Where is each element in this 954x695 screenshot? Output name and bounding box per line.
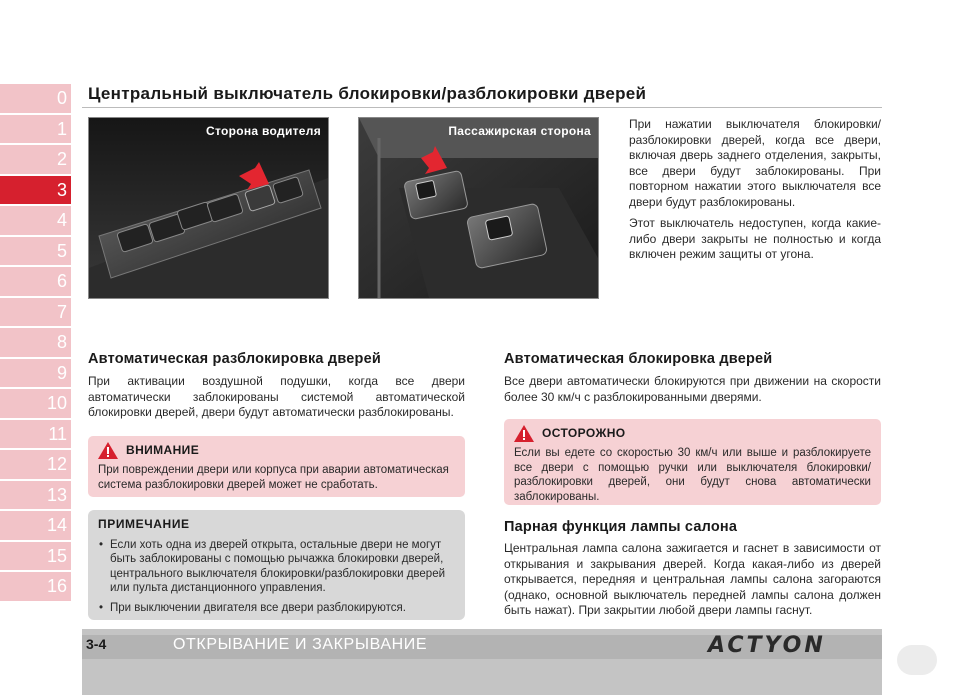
passenger-side-caption: Пассажирская сторона [448, 124, 591, 138]
intro-text [629, 117, 881, 269]
chapter-tab-10[interactable]: 10 [0, 389, 71, 418]
lamp-text: Центральная лампа салона зажигается и гаснет в зависимости от открывания и закрывания дверей. Когда какая-либо из дверей открывается, передняя и центральная лампы салона загораются (однако, основной выключатель передней лампы салона должен быть нажат). При закрытии любой двери лампы гаснут. [504, 541, 881, 617]
chapter-tab-8[interactable]: 8 [0, 328, 71, 357]
chapter-tab-14[interactable]: 14 [0, 511, 71, 540]
warning-text: При повреждении двери или корпуса при аварии автоматическая система разблокировки дверей может не сработать. [98, 464, 449, 491]
note-list [98, 538, 453, 616]
note-label: ПРИМЕЧАНИЕ [98, 517, 190, 531]
chapter-tab-6[interactable]: 6 [0, 267, 71, 296]
lamp-heading: Парная функция лампы салона [504, 519, 738, 535]
title-divider [82, 107, 882, 108]
driver-side-caption: Сторона водителя [206, 124, 321, 138]
passenger-side-photo [358, 117, 599, 299]
driver-side-photo [88, 117, 329, 299]
warning-box [88, 436, 465, 497]
chapter-tab-7[interactable]: 7 [0, 298, 71, 327]
passenger-switch-panel-illustration [359, 118, 598, 298]
warning-triangle-icon [98, 442, 118, 459]
chapter-tab-2[interactable]: 2 [0, 145, 71, 174]
intro-paragraph-2: Этот выключатель недоступен, когда какие-либо двери закрыты не полностью и когда включен режим защиты от угона. [629, 216, 881, 261]
note-item: • Если хоть одна из дверей открыта, остальные двери не могут быть заблокированы с помощью рычажка блокировки дверей, центрального выключателя блокировки/разблокировки дверей или пульта дистанционного управления. [98, 538, 453, 596]
auto-lock-heading: Автоматическая блокировка дверей [504, 351, 773, 367]
chapter-tab-12[interactable]: 12 [0, 450, 71, 479]
caution-box [504, 419, 881, 505]
corner-decoration [897, 645, 937, 675]
chapter-tab-9[interactable]: 9 [0, 359, 71, 388]
chapter-tab-13[interactable]: 13 [0, 481, 71, 510]
chapter-tab-3-active[interactable]: 3 [0, 176, 71, 205]
chapter-tab-15[interactable]: 15 [0, 542, 71, 571]
brand-logo: ACTYON [708, 633, 826, 658]
driver-switch-panel-illustration [89, 118, 328, 298]
footer-section-title: ОТКРЫВАНИЕ И ЗАКРЫВАНИЕ [173, 636, 428, 653]
auto-lock-text: Все двери автоматически блокируются при движении на скорости более 30 км/ч с разблокированными дверями. [504, 374, 881, 404]
chapter-tab-0[interactable]: 0 [0, 84, 71, 113]
intro-paragraph-1: При нажатии выключателя блокировки/разблокировки дверей, когда все двери, включая дверь заднего отделения, закрыты, все двери будут заблокированы. При повторном нажатии этого выключателя все двери будут разблокированы. [629, 117, 881, 209]
auto-unlock-heading: Автоматическая разблокировка дверей [88, 351, 381, 367]
caution-label: ОСТОРОЖНО [542, 426, 626, 441]
page-title: Центральный выключатель блокировки/разблокировки дверей [88, 84, 647, 103]
caution-text: Если вы едете со скоростью 30 км/ч или выше и разблокируете все двери с помощью ручки или выключателя блокировки/разблокировки дверей, они будут снова автоматически заблокированы. [514, 447, 871, 503]
chapter-tab-16[interactable]: 16 [0, 572, 71, 601]
note-box [88, 510, 465, 620]
warning-label: ВНИМАНИЕ [126, 443, 200, 458]
chapter-tab-1[interactable]: 1 [0, 115, 71, 144]
chapter-tab-11[interactable]: 11 [0, 420, 71, 449]
chapter-tab-5[interactable]: 5 [0, 237, 71, 266]
note-item: • При выключении двигателя все двери разблокируются. [98, 601, 453, 616]
caution-triangle-icon [514, 425, 534, 442]
chapter-tab-4[interactable]: 4 [0, 206, 71, 235]
page-number: 3-4 [86, 636, 107, 652]
auto-unlock-text: При активации воздушной подушки, когда все двери автоматически заблокированы системой автоматической блокировки дверей, двери будут автоматически разблокированы. [88, 374, 465, 419]
chapter-tabs [0, 84, 71, 603]
